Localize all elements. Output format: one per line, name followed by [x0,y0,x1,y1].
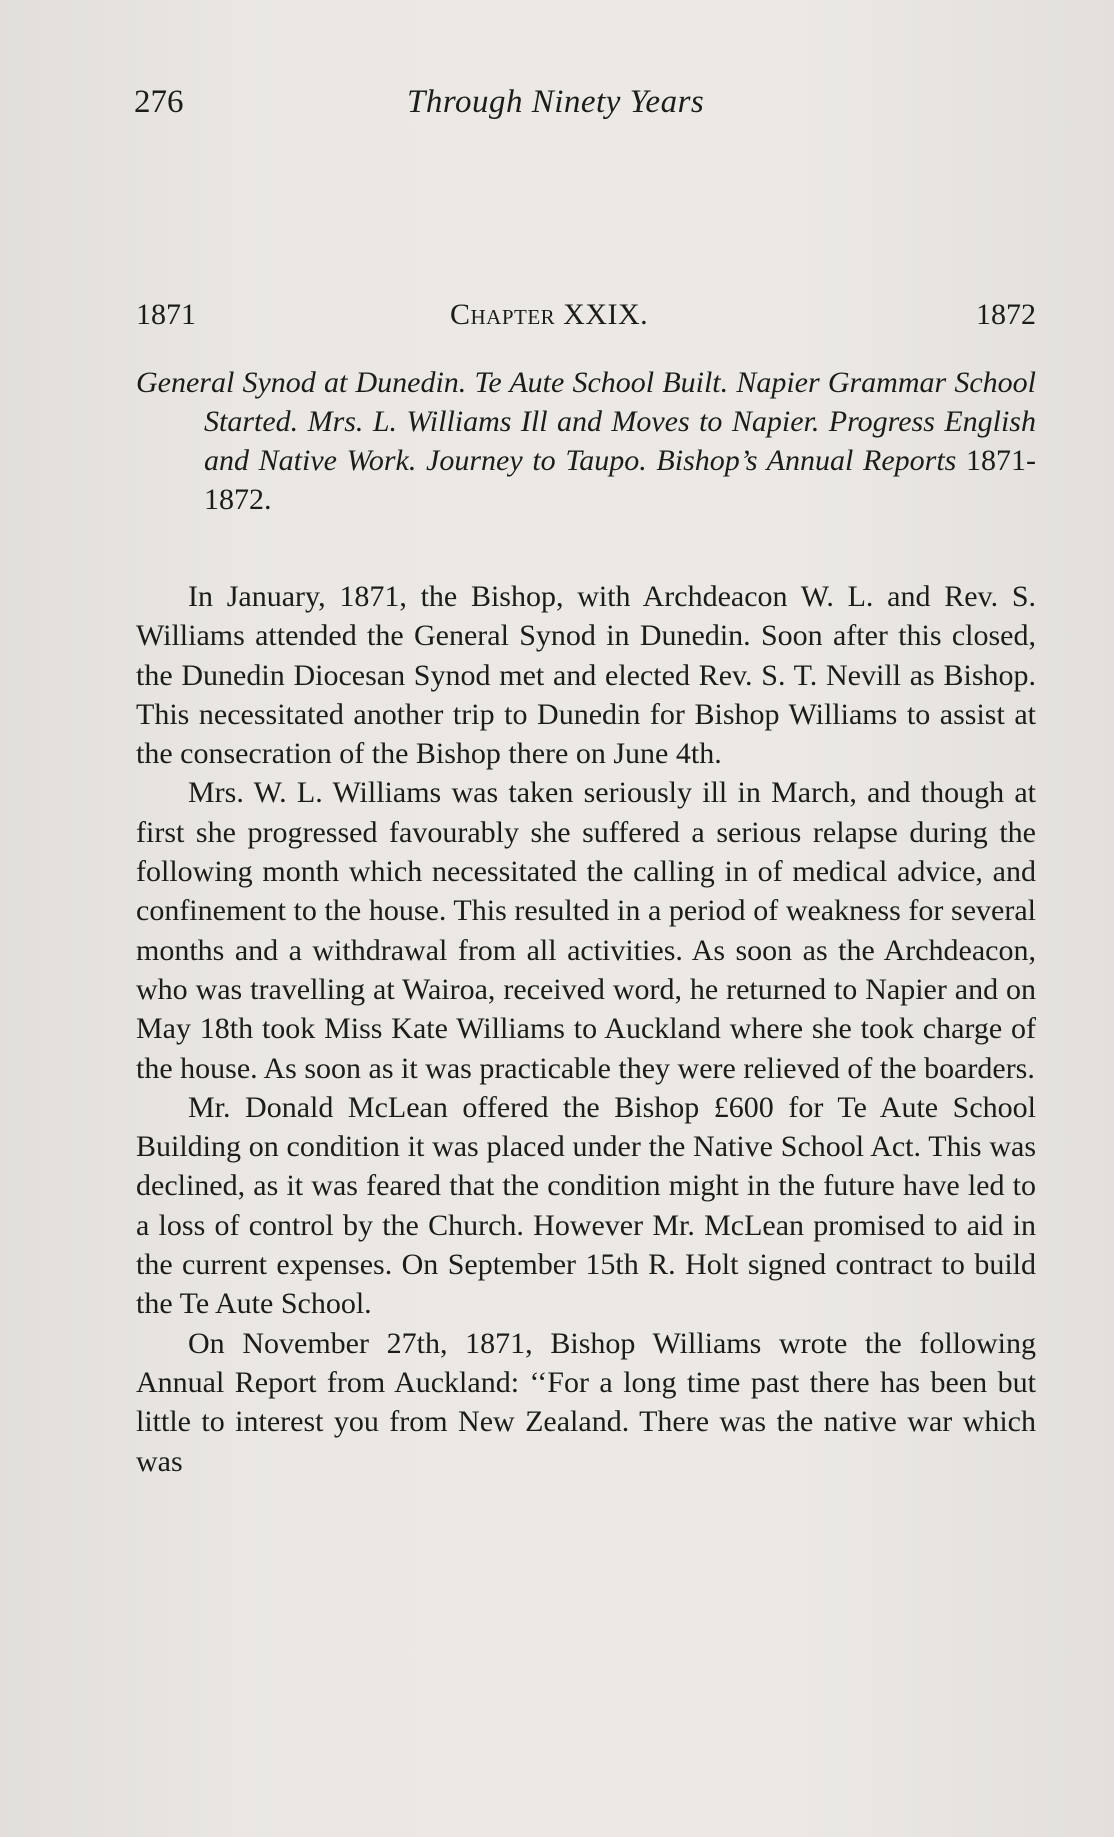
book-title: Through Ninety Years [407,84,705,120]
chapter-synopsis [136,363,1036,519]
page-number: 276 [134,84,184,120]
chapter-year-end: 1872 [976,298,1036,331]
paragraph: Mrs. W. L. Williams was taken seriously ill in March, and though at first she progressed favourably she suffered a serious relapse during the following month which necessitated the calling in of medical advice, and confinement to the house. This resulted in a period of weakness for several months and a withdrawal from all activities. As soon as the Archdeacon, who was travelling at Wairoa, received word, he returned to Napier and on May 18th took Miss Kate Williams to Auckland where she took charge of the house. As soon as it was practicable they were relieved of the boarders. [136,776,1036,1085]
chapter-heading [136,298,1036,342]
chapter-title: Chapter XXIX. [450,298,649,331]
paragraph: In January, 1871, the Bishop, with Archdeacon W. L. and Rev. S. Williams attended the General Synod in Dunedin. Soon after this closed, the Dunedin Diocesan Synod met and elected Rev. S. T. Nevill as Bishop. This necessitated another trip to Dunedin for Bishop Williams to assist at the consecration of the Bishop there on June 4th. [136,580,1036,771]
synopsis-years: 1871-1872. [204,444,1037,516]
synopsis-text: General Synod at Dunedin. Te Aute School Built. Napier Grammar School Started. Mrs. L. Williams Ill and Moves to Napier. Progress English and Native Work. Journey to Taupo. Bishop’s Annual Reports [136,366,1036,477]
running-head [134,84,1034,128]
chapter-year-start: 1871 [136,298,196,331]
paragraph: On November 27th, 1871, Bishop Williams wrote the following Annual Report from Auckland: ‘‘For a long time past there has been but little to interest you from New Zealand. There was the native war which was [136,1326,1036,1478]
body-text [136,577,1036,1481]
paragraph: Mr. Donald McLean offered the Bishop £600 for Te Aute School Building on condition it was placed under the Native School Act. This was declined, as it was feared that the condition might in the future have led to a loss of control by the Church. However Mr. McLean promised to aid in the current expenses. On September 15th R. Holt signed contract to build the Te Aute School. [136,1090,1036,1321]
